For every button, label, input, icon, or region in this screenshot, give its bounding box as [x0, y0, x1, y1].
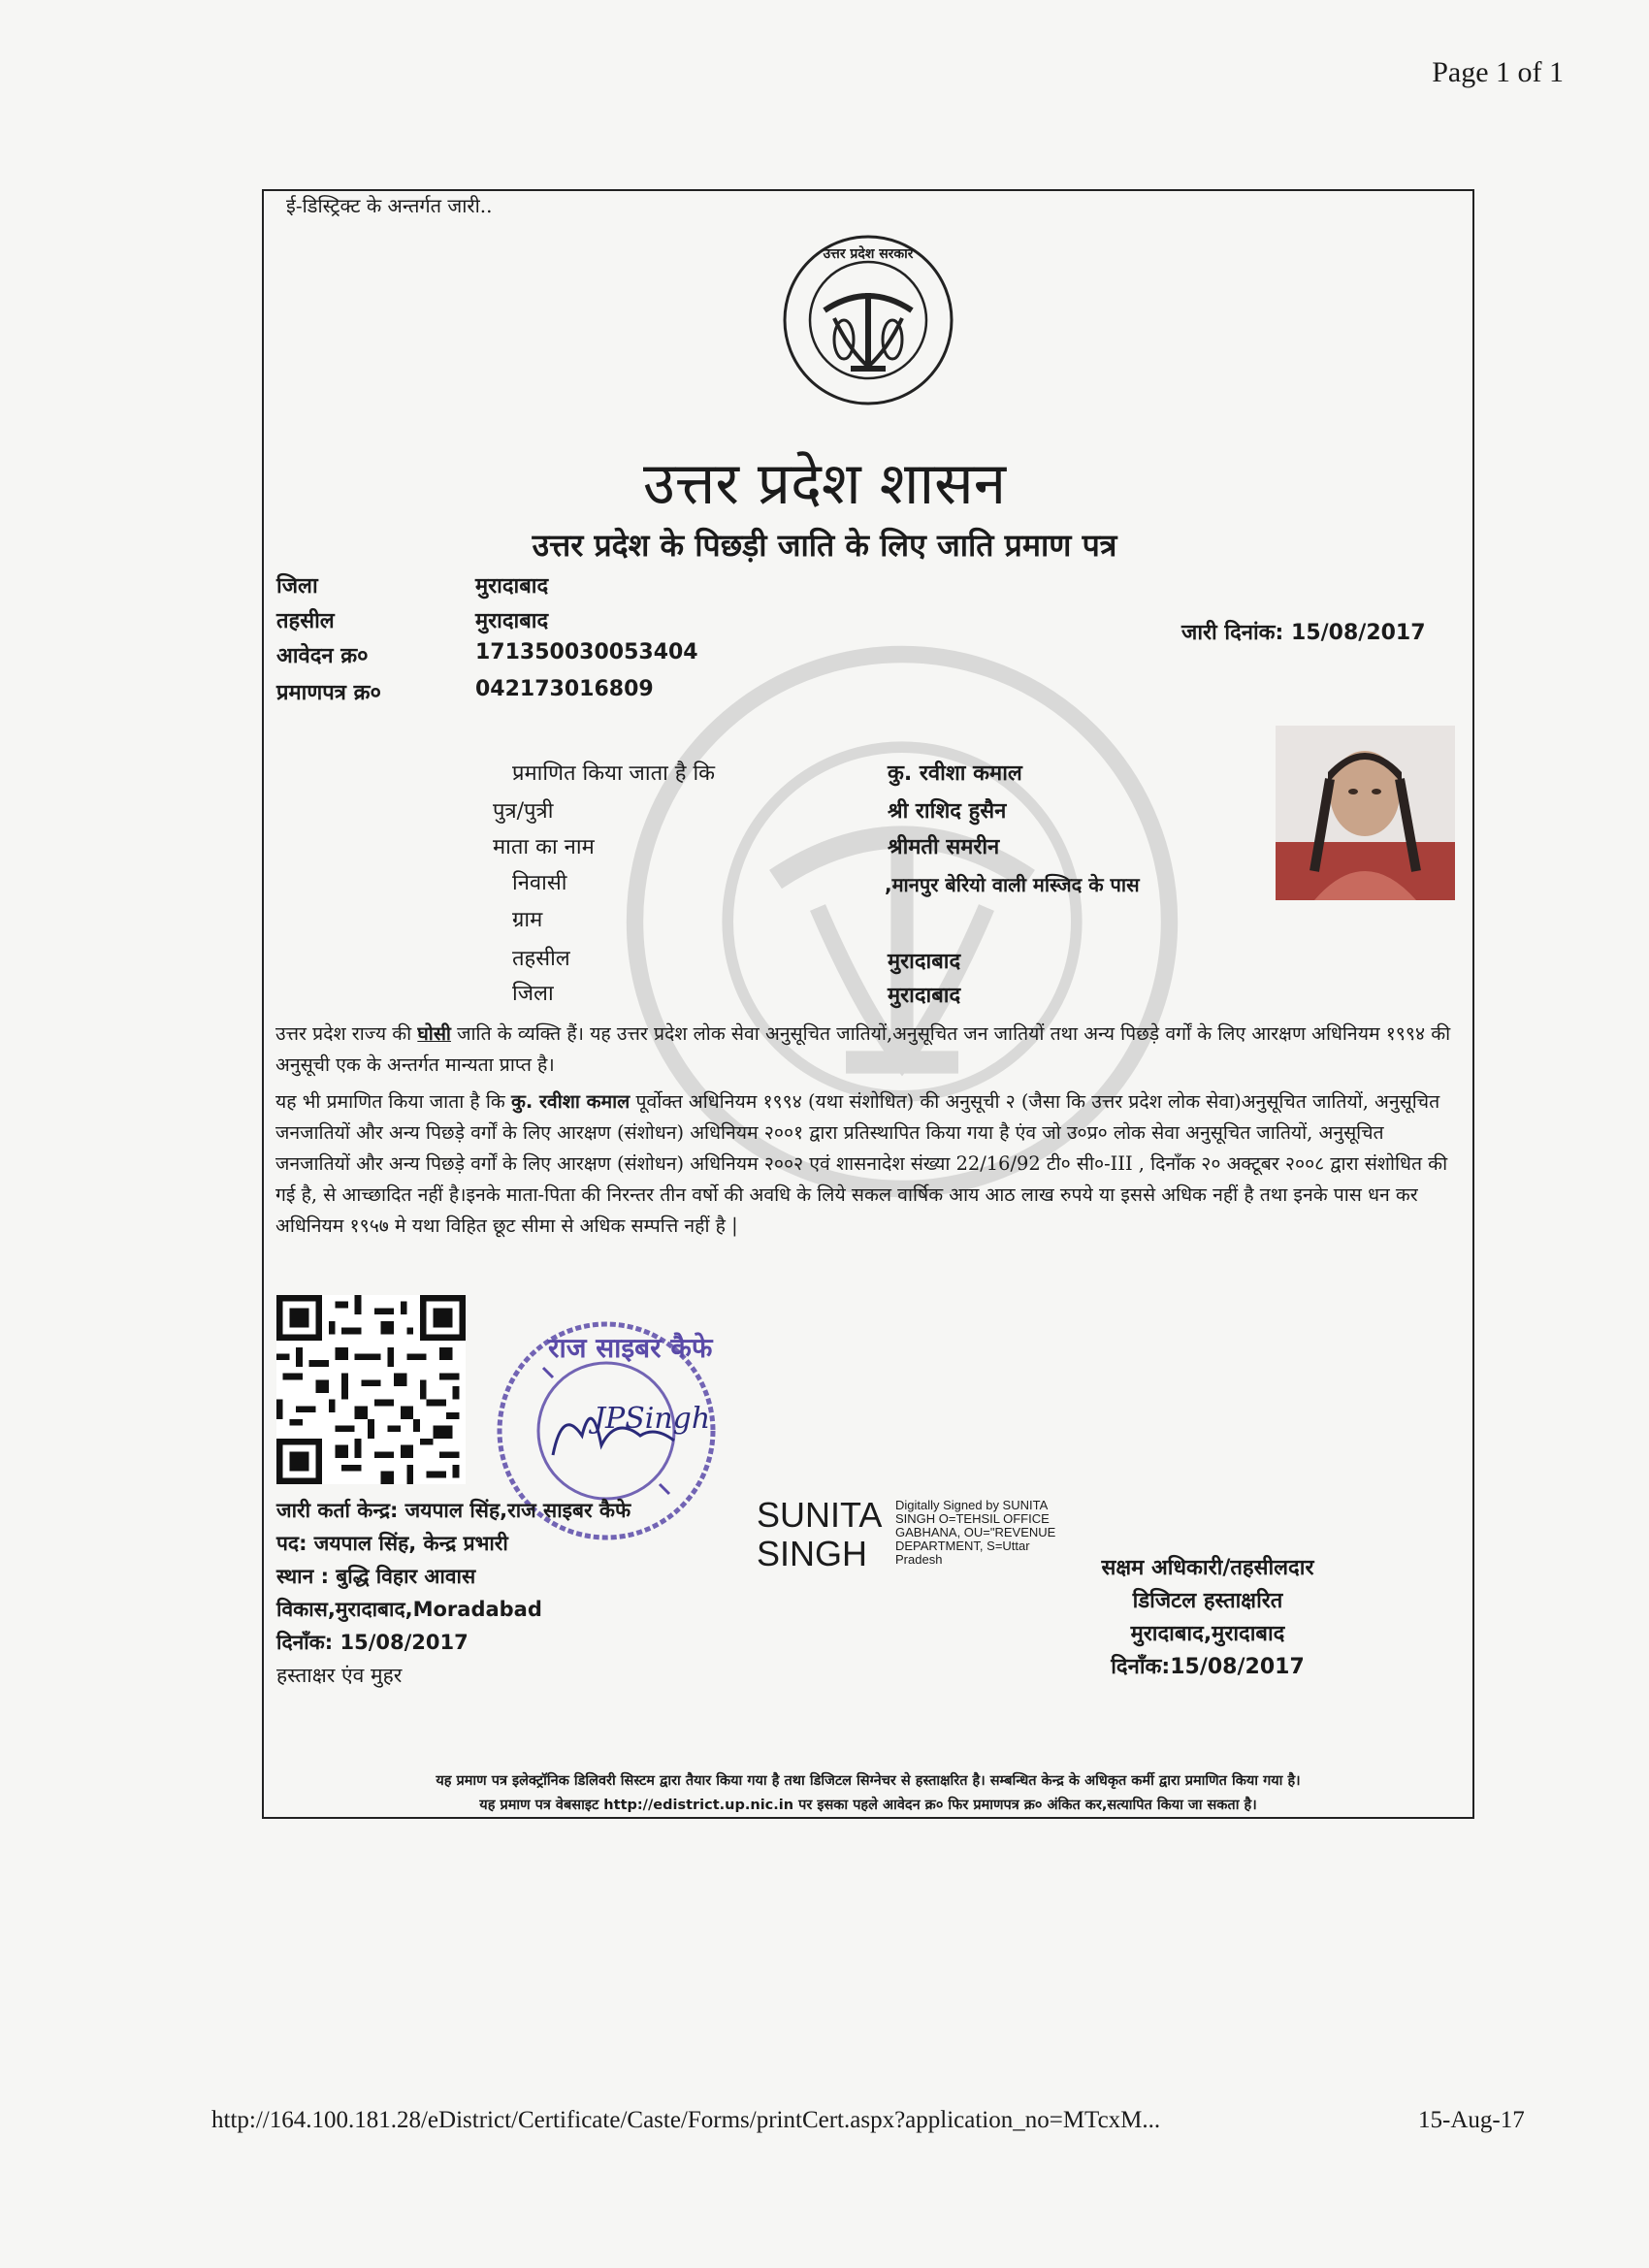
digital-signature-note: Digitally Signed by SUNITA SINGH O=TEHSIL OFFICE GABHANA, OU="REVENUE DEPARTMENT, S=Uttar Pradesh	[895, 1498, 1056, 1567]
district-value: मुरादाबाद	[475, 574, 549, 599]
tehsil-label: तहसील	[276, 609, 335, 633]
detail-value-mother: श्रीमती समरीन	[888, 835, 1000, 859]
detail-label-district: जिला	[512, 982, 554, 1006]
document-title: उत्तर प्रदेश शासन	[642, 450, 1007, 518]
authority-date: दिनाँक:15/08/2017	[1111, 1655, 1305, 1679]
footer-line-1: यह प्रमाण पत्र इलेक्ट्रॉनिक डिलिवरी सिस्टम द्वारा तैयार किया गया है तथा डिजिटल सिग्नेचर से हस्ताक्षरित है। सम्बन्धित केन्द्र के अधिकृत कर्मी द्वारा प्रमाणित किया गया है।	[436, 1773, 1301, 1789]
application-value: 171350030053404	[475, 640, 698, 664]
authority-block	[1067, 1552, 1348, 1684]
authority-digital: डिजिटल हस्ताक्षरित	[1132, 1589, 1283, 1613]
caste-name: घोसी	[417, 1022, 451, 1045]
print-url: http://164.100.181.28/eDistrict/Certificate/Caste/Forms/printCert.aspx?application_no=MTcxM...	[211, 2107, 1161, 2133]
certificate-number-value: 042173016809	[475, 677, 654, 701]
detail-value-father: श्री राशिद हुसैन	[888, 799, 1007, 824]
issuer-block	[276, 1494, 630, 1692]
qr-code	[276, 1295, 466, 1484]
issuer-post: पद: जयपाल सिंह, केन्द्र प्रभारी	[276, 1532, 508, 1555]
detail-label-mother: माता का नाम	[493, 835, 595, 859]
issuer-sign: हस्ताक्षर एंव मुहर	[276, 1664, 403, 1687]
tehsil-value: मुरादाबाद	[475, 609, 549, 633]
detail-value-resident: ,मानपुर बेरियो वाली मस्जिद के पास	[885, 873, 1140, 896]
district-label: जिला	[276, 574, 318, 599]
detail-value-district: मुरादाबाद	[888, 984, 961, 1008]
applicant-photo	[1276, 726, 1455, 900]
certificate-number-label: प्रमाणपत्र क्र०	[276, 681, 381, 705]
caste-paragraph	[275, 1019, 1461, 1081]
document-subtitle: उत्तर प्रदेश के पिछड़ी जाति के लिए जाति प्रमाण पत्र	[532, 527, 1117, 564]
emblem-text: उत्तर प्रदेश सरकार	[823, 246, 914, 262]
caste-para-pre: उत्तर प्रदेश राज्य की	[275, 1022, 418, 1045]
issue-date: जारी दिनांक: 15/08/2017	[1181, 621, 1426, 645]
detail-value-name: कु. रवीशा कमाल	[888, 761, 1022, 786]
detail-label-village: ग्राम	[512, 908, 543, 932]
print-date: 15-Aug-17	[1418, 2107, 1525, 2133]
issued-under-text: ई-डिस्ट्रिक्ट के अन्तर्गत जारी..	[286, 194, 493, 217]
income-para-name: कु. रवीशा कमाल	[510, 1090, 630, 1113]
income-paragraph	[275, 1086, 1461, 1242]
detail-label-resident: निवासी	[512, 871, 567, 895]
issuer-place: स्थान : बुद्धि विहार आवास	[276, 1565, 476, 1588]
signer-first-name: SUNITA	[757, 1495, 883, 1535]
income-para-post: पूर्वोक्त अधिनियम १९९४ (यथा संशोधित) की अनुसूची २ (जैसा कि उत्तर प्रदेश लोक सेवा)अनुसूचित जातियों, अनुसूचित जनजातियों और अन्य पिछड़े वर्गों के लिए आरक्षण (संशोधन) अधिनियम २००१ द्वारा प्रतिस्थापित किया गया है एंव जो उ०प्र० लोक सेवा अनुसूचित जातियों, अनुसूचित जनजातियों और अन्य पिछड़े वर्गों के लिए आरक्षण (संशोधन) अधिनियम २००२ एवं शासनादेश संख्या 22/16/92 टी० सी०-III , दिनाँक २० अक्टूबर २००८ द्वारा संशोधित की गई है, से आच्छादित नहीं है।इनके माता-पिता की निरन्तर तीन वर्षो की अवधि के लिये सकल वार्षिक आय आठ लाख रुपये या इससे अधिक नहीं है तथा इनके पास धन कर अधिनियम १९५७ मे यथा विहित छूट सीमा से अधिक सम्पत्ति नहीं है |	[275, 1090, 1448, 1237]
signer-last-name: SINGH	[757, 1534, 868, 1573]
detail-label-certified: प्रमाणित किया जाता है कि	[512, 761, 716, 786]
income-para-pre: यह भी प्रमाणित किया जाता है कि	[275, 1090, 511, 1113]
issuer-place2: विकास,मुरादाबाद,Moradabad	[276, 1598, 542, 1621]
seal-text: राज साइबर कैफे	[548, 1332, 713, 1364]
application-label: आवेदन क्र०	[276, 644, 369, 668]
detail-label-tehsil: तहसील	[512, 947, 570, 971]
authority-location: मुरादाबाद,मुरादाबाद	[1130, 1622, 1285, 1646]
seal-signature: JPSingh	[594, 1402, 711, 1436]
authority-title: सक्षम अधिकारी/तहसीलदार	[1101, 1556, 1314, 1580]
digital-signer-name	[757, 1496, 882, 1573]
detail-label-parent: पुत्र/पुत्री	[493, 799, 554, 824]
caste-para-post: जाति के व्यक्ति हैं। यह उत्तर प्रदेश लोक सेवा अनुसूचित जातियों,अनुसूचित जन जातियों तथा अन्य पिछड़े वर्गों के लिए आरक्षण अधिनियम १९९४ की अनुसूची एक के अन्तर्गत मान्यता प्राप्त है।	[275, 1022, 1451, 1076]
issuer-date: दिनाँक: 15/08/2017	[276, 1631, 469, 1654]
page-number: Page 1 of 1	[1432, 56, 1564, 88]
footer-line-2: यह प्रमाण पत्र वेबसाइट http://edistrict.up.nic.in पर इसका पहले आवेदन क्र० फिर प्रमाणपत्र क्र० अंकित कर,सत्यापित किया जा सकता है।	[479, 1798, 1257, 1813]
detail-value-tehsil: मुरादाबाद	[888, 950, 961, 974]
issuer-center: जारी कर्ता केन्द्र: जयपाल सिंह,राज साइबर कैफे	[276, 1499, 631, 1522]
